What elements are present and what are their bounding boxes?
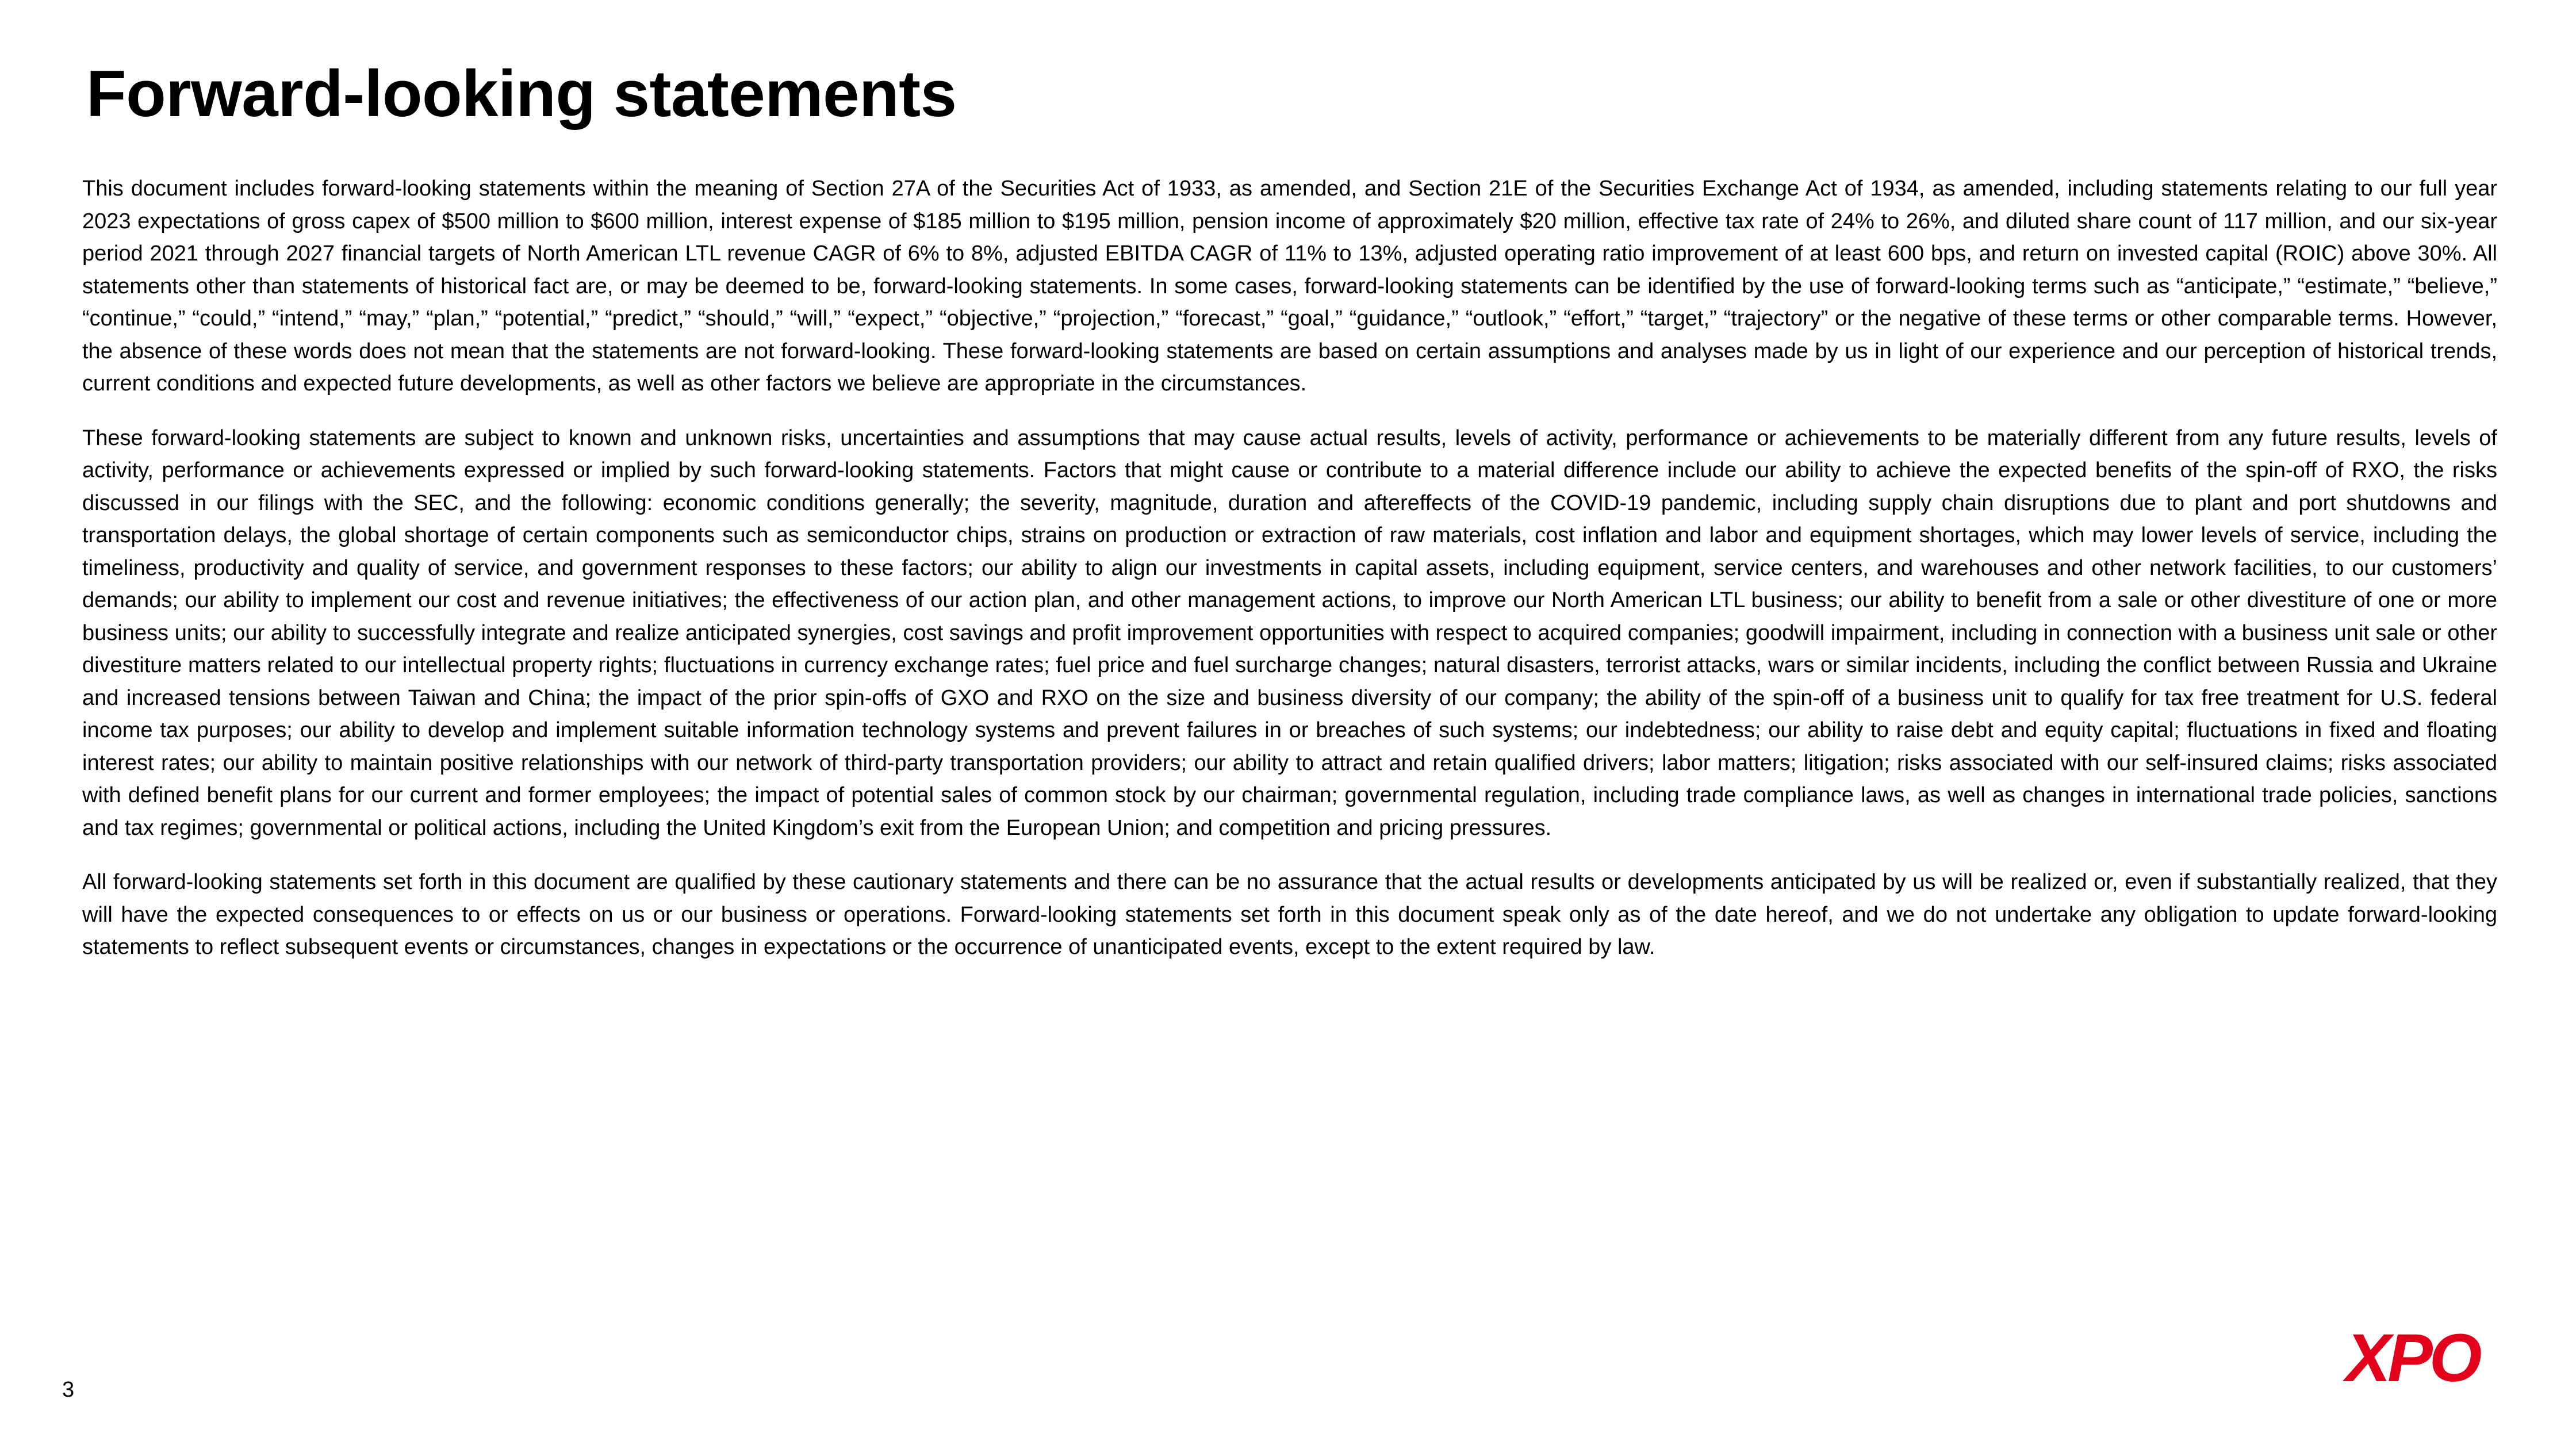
page-number: 3 [62, 1378, 75, 1402]
paragraph-risks: These forward-looking statements are subject to known and unknown risks, uncertainties and assumptions that may cause actual results, levels of activity, performance or achievements to be materially different from any future results, levels of activity, performance or achievements expressed or implied by such forward-looking statements. Factors that might cause or contribute to a material difference include our ability to achieve the expected benefits of the spin-off of RXO, the risks discussed in our filings with the SEC, and the following: economic conditions generally; the severity, magnitude, duration and aftereffects of the COVID-19 pandemic, including supply chain disruptions due to plant and port shutdowns and transportation delays, the global shortage of certain components such as semiconductor chips, strains on production or extraction of raw materials, cost inflation and labor and equipment shortages, which may lower levels of service, including the timeliness, productivity and quality of service, and government responses to these factors; our ability to align our investments in capital assets, including equipment, service centers, and warehouses and other network facilities, to our customers’ demands; our ability to implement our cost and revenue initiatives; the effectiveness of our action plan, and other management actions, to improve our North American LTL business; our ability to benefit from a sale or other divestiture of one or more business units; our ability to successfully integrate and realize anticipated synergies, cost savings and profit improvement opportunities with respect to acquired companies; goodwill impairment, including in connection with a business unit sale or other divestiture matters related to our intellectual property rights; fluctuations in currency exchange rates; fuel price and fuel surcharge changes; natural disasters, terrorist attacks, wars or similar incidents, including the conflict between Russia and Ukraine and increased tensions between Taiwan and China; the impact of the prior spin-offs of GXO and RXO on the size and business diversity of our company; the ability of the spin-off of a business unit to qualify for tax free treatment for U.S. federal income tax purposes; our ability to develop and implement suitable information technology systems and prevent failures in or breaches of such systems; our indebtedness; our ability to raise debt and equity capital; fluctuations in fixed and floating interest rates; our ability to maintain positive relationships with our network of third-party transportation providers; our ability to attract and retain qualified drivers; labor matters; litigation; risks associated with our self-insured claims; risks associated with defined benefit plans for our current and former employees; the impact of potential sales of common stock by our chairman; governmental regulation, including trade compliance laws, as well as changes in international trade policies, sanctions and tax regimes; governmental or political actions, including the United Kingdom’s exit from the European Union; and competition and pricing pressures. [82, 425, 2497, 840]
disclaimer-body [82, 172, 2497, 986]
xpo-logo-mark: XPO [2345, 1328, 2479, 1392]
paragraph-qualification: All forward-looking statements set forth in this document are qualified by these cautionary statements and there can be no assurance that the actual results or developments anticipated by us will be realized or, even if substantially realized, that they will have the expected consequences to or effects on us or our business or operations. Forward-looking statements set forth in this document speak only as of the date hereof, and we do not undertake any obligation to update forward-looking statements to reflect subsequent events or circumstances, changes in expectations or the occurrence of unanticipated events, except to the extent required by law. [82, 870, 2497, 959]
page-title: Forward-looking statements [86, 57, 957, 131]
paragraph-intro: This document includes forward-looking statements within the meaning of Section 27A of the Securities Act of 1933, as amended, and Section 21E of the Securities Exchange Act of 1934, as amended, including statements relating to our full year 2023 expectations of gross capex of $500 million to $600 million, interest expense of $185 million to $195 million, pension income of approximately $20 million, effective tax rate of 24% to 26%, and diluted share count of 117 million, and our six-year period 2021 through 2027 financial targets of North American LTL revenue CAGR of 6% to 8%, adjusted EBITDA CAGR of 11% to 13%, adjusted operating ratio improvement of at least 600 bps, and return on invested capital (ROIC) above 30%. All statements other than statements of historical fact are, or may be deemed to be, forward-looking statements. In some cases, forward-looking statements can be identified by the use of forward-looking terms such as “anticipate,” “estimate,” “believe,” “continue,” “could,” “intend,” “may,” “plan,” “potential,” “predict,” “should,” “will,” “expect,” “objective,” “projection,” “forecast,” “goal,” “guidance,” “outlook,” “effort,” “target,” “trajectory” or the negative of these terms or other comparable terms. However, the absence of these words does not mean that the statements are not forward-looking. These forward-looking statements are based on certain assumptions and analyses made by us in light of our experience and our perception of historical trends, current conditions and expected future developments, as well as other factors we believe are appropriate in the circumstances. [82, 177, 2497, 396]
xpo-logo [2334, 1328, 2490, 1392]
